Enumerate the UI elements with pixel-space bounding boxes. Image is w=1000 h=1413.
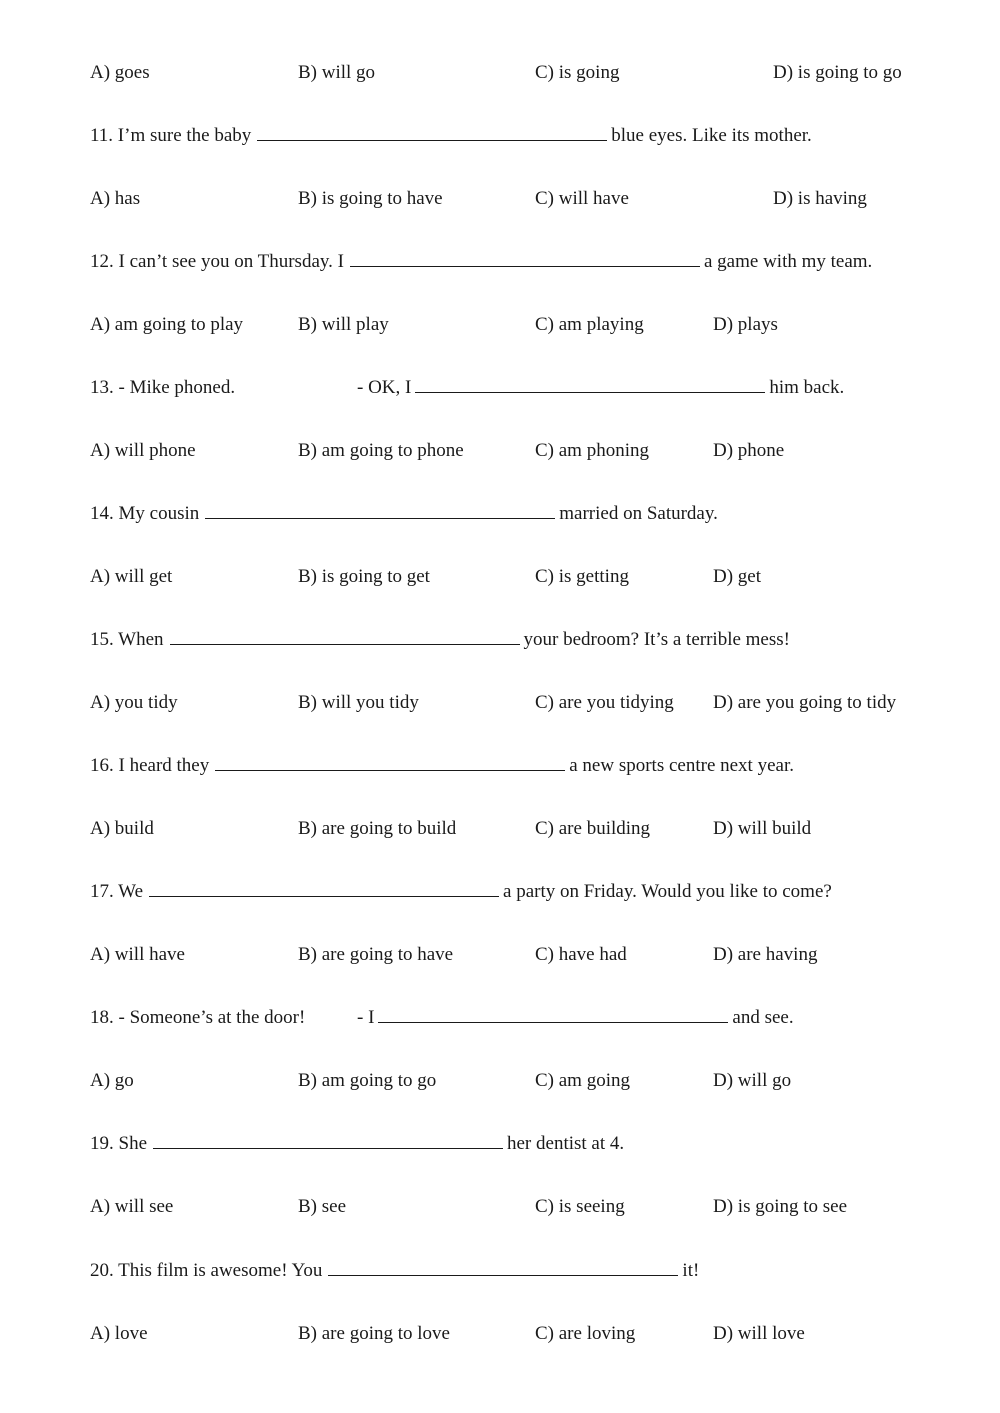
answer-option[interactable]: D) will go (713, 1070, 792, 1091)
question-tail (145, 879, 832, 905)
question-text: 16. I heard they (90, 755, 210, 776)
answer-options-row (0, 1068, 1000, 1094)
question-line (0, 1005, 1000, 1031)
answer-option[interactable]: D) are having (713, 944, 818, 965)
answer-option[interactable]: C) are loving (535, 1323, 636, 1344)
question-line (0, 1131, 1000, 1157)
answer-option[interactable]: B) are going to have (298, 944, 454, 965)
question-tail (357, 375, 844, 401)
question-text: 13. - Mike phoned. (90, 377, 236, 398)
answer-option[interactable]: D) is going to go (773, 62, 902, 83)
answer-option[interactable]: D) will build (713, 818, 812, 839)
answer-option[interactable]: A) love (90, 1323, 148, 1344)
question-line (0, 375, 1000, 401)
question-text: 19. She (90, 1133, 147, 1154)
answer-option[interactable]: C) are you tidying (535, 692, 674, 713)
answer-options-row (0, 690, 1000, 716)
question-line (0, 627, 1000, 653)
answer-option[interactable]: B) are going to build (298, 818, 457, 839)
answer-option[interactable]: B) will go (298, 62, 376, 83)
question-continuation: a new sports centre next year. (569, 755, 794, 776)
question-line (0, 879, 1000, 905)
answer-option[interactable]: B) are going to love (298, 1323, 450, 1344)
question-line (0, 501, 1000, 527)
answer-option[interactable]: D) will love (713, 1323, 805, 1344)
answer-option[interactable]: A) will get (90, 566, 173, 587)
question-tail (324, 1258, 699, 1284)
answer-blank[interactable] (149, 895, 499, 897)
question-tail (201, 501, 718, 527)
question-text: 18. - Someone’s at the door! (90, 1007, 306, 1028)
question-line (0, 1258, 1000, 1284)
answer-option[interactable]: D) get (713, 566, 762, 587)
answer-option[interactable]: C) will have (535, 188, 629, 209)
answer-blank[interactable] (153, 1147, 503, 1149)
answer-blank[interactable] (328, 1274, 678, 1276)
answer-option[interactable]: A) am going to play (90, 314, 244, 335)
question-text: 17. We (90, 881, 144, 902)
question-text: 20. This film is awesome! You (90, 1260, 323, 1281)
answer-option[interactable]: A) will phone (90, 440, 196, 461)
answer-option[interactable]: C) is going (535, 62, 620, 83)
answer-option[interactable]: A) build (90, 818, 154, 839)
answer-option[interactable]: B) will play (298, 314, 389, 335)
question-text: 15. When (90, 629, 164, 650)
answer-option[interactable]: C) have had (535, 944, 627, 965)
answer-options-row (0, 816, 1000, 842)
answer-options-row (0, 564, 1000, 590)
answer-option[interactable]: D) is going to see (713, 1196, 848, 1217)
reply-text: - OK, I (357, 377, 412, 398)
answer-option[interactable]: C) am phoning (535, 440, 649, 461)
answer-option[interactable]: D) phone (713, 440, 785, 461)
question-text: 11. I’m sure the baby (90, 125, 252, 146)
answer-option[interactable]: B) am going to phone (298, 440, 464, 461)
answer-option[interactable]: C) is seeing (535, 1196, 625, 1217)
question-continuation: your bedroom? It’s a terrible mess! (523, 629, 790, 650)
answer-option[interactable]: B) is going to get (298, 566, 430, 587)
question-continuation: married on Saturday. (559, 503, 718, 524)
answer-option[interactable]: B) will you tidy (298, 692, 419, 713)
question-continuation: a party on Friday. Would you like to come? (503, 881, 832, 902)
answer-blank[interactable] (205, 517, 555, 519)
answer-blank[interactable] (350, 265, 700, 267)
answer-option[interactable]: A) will see (90, 1196, 174, 1217)
answer-options-row (0, 942, 1000, 968)
answer-option[interactable]: A) goes (90, 62, 150, 83)
answer-blank[interactable] (378, 1021, 728, 1023)
answer-option[interactable]: A) has (90, 188, 141, 209)
answer-blank[interactable] (257, 139, 607, 141)
answer-option[interactable]: C) am playing (535, 314, 644, 335)
answer-options-row (0, 1321, 1000, 1347)
question-continuation: him back. (769, 377, 845, 398)
question-text: 12. I can’t see you on Thursday. I (90, 251, 344, 272)
answer-option[interactable]: A) will have (90, 944, 185, 965)
answer-blank[interactable] (170, 643, 520, 645)
question-text: 14. My cousin (90, 503, 200, 524)
question-tail (357, 1005, 794, 1031)
question-continuation: a game with my team. (703, 251, 873, 272)
answer-blank[interactable] (215, 769, 565, 771)
answer-options-row (0, 1194, 1000, 1220)
answer-options-row (0, 60, 1000, 86)
answer-option[interactable]: D) plays (713, 314, 778, 335)
question-line (0, 123, 1000, 149)
answer-options-row (0, 312, 1000, 338)
question-line (0, 753, 1000, 779)
question-tail (166, 627, 790, 653)
answer-option[interactable]: B) is going to have (298, 188, 443, 209)
answer-option[interactable]: A) you tidy (90, 692, 178, 713)
answer-options-row (0, 186, 1000, 212)
question-tail (346, 249, 872, 275)
answer-option[interactable]: A) go (90, 1070, 134, 1091)
answer-option[interactable]: D) are you going to tidy (713, 692, 897, 713)
question-tail (211, 753, 794, 779)
answer-option[interactable]: B) see (298, 1196, 347, 1217)
question-tail (253, 123, 812, 149)
question-continuation: and see. (732, 1007, 794, 1028)
answer-option[interactable]: C) are building (535, 818, 651, 839)
question-tail (149, 1131, 624, 1157)
question-continuation: her dentist at 4. (507, 1133, 625, 1154)
question-continuation: it! (682, 1260, 700, 1281)
answer-option[interactable]: D) is having (773, 188, 867, 209)
answer-option[interactable]: C) am going (535, 1070, 630, 1091)
answer-option[interactable]: B) am going to go (298, 1070, 437, 1091)
answer-blank[interactable] (415, 391, 765, 393)
answer-options-row (0, 438, 1000, 464)
reply-text: - I (357, 1007, 375, 1028)
answer-option[interactable]: C) is getting (535, 566, 629, 587)
question-line (0, 249, 1000, 275)
question-continuation: blue eyes. Like its mother. (611, 125, 812, 146)
